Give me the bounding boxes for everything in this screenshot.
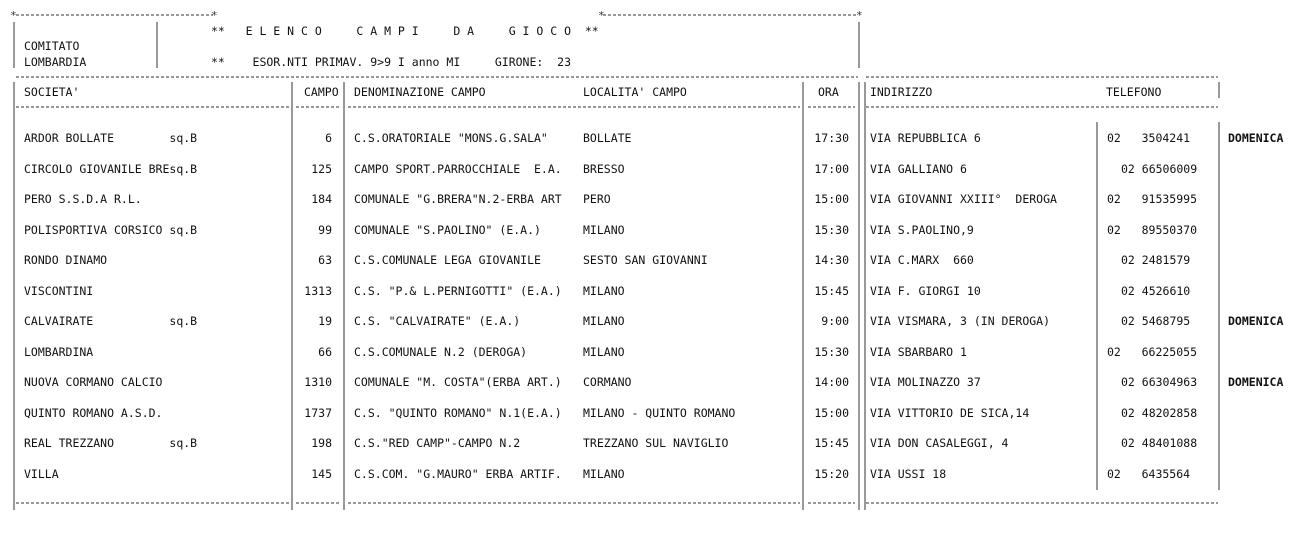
denominazione-cell: COMUNALE "S.PAOLINO" (E.A.) bbox=[354, 223, 541, 237]
societa-cell: PERO S.S.D.A R.L. bbox=[24, 192, 142, 206]
denominazione-cell: CAMPO SPORT.PARROCCHIALE E.A. bbox=[354, 162, 562, 176]
denominazione-cell: C.S. "QUINTO ROMANO" N.1(E.A.) bbox=[354, 406, 562, 420]
denominazione-cell: COMUNALE "G.BRERA"N.2-ERBA ART bbox=[354, 192, 562, 206]
denominazione-cell: C.S. "CALVAIRATE" (E.A.) bbox=[354, 314, 521, 328]
campo-cell: 1737 bbox=[304, 406, 332, 420]
ora-cell: 17:30 bbox=[814, 131, 849, 145]
localita-cell: MILANO bbox=[583, 345, 625, 359]
denominazione-cell: C.S.COMUNALE LEGA GIOVANILE bbox=[354, 253, 541, 267]
campo-cell: 1310 bbox=[304, 375, 332, 389]
indirizzo-cell: VIA S.PAOLINO,9 bbox=[870, 223, 974, 237]
ora-cell: 15:00 bbox=[814, 192, 849, 206]
column-header-societa: SOCIETA' bbox=[24, 85, 80, 99]
societa-cell: LOMBARDINA bbox=[24, 345, 94, 359]
column-header-indirizzo: INDIRIZZO bbox=[870, 85, 933, 99]
societa-cell: RONDO DINAMO bbox=[24, 253, 108, 267]
societa-cell: POLISPORTIVA CORSICO sq.B bbox=[24, 223, 198, 237]
ora-cell: 15:20 bbox=[814, 467, 849, 481]
localita-cell: SESTO SAN GIOVANNI bbox=[583, 253, 708, 267]
telefono-cell: 02 6435564 bbox=[1107, 467, 1191, 481]
category-line: ** ESOR.NTI PRIMAV. 9>9 I anno MI GIRONE: 23 bbox=[211, 55, 572, 69]
localita-cell: MILANO bbox=[583, 223, 625, 237]
campo-cell: 99 bbox=[318, 223, 332, 237]
telefono-cell: 02 48202858 bbox=[1121, 406, 1198, 420]
note-cell: DOMENICA bbox=[1228, 375, 1284, 389]
ora-cell: 14:30 bbox=[814, 253, 849, 267]
societa-cell: ARDOR BOLLATE sq.B bbox=[24, 131, 198, 145]
campo-cell: 1313 bbox=[304, 284, 332, 298]
campo-cell: 19 bbox=[318, 314, 332, 328]
localita-cell: MILANO bbox=[583, 314, 625, 328]
ora-cell: 14:00 bbox=[814, 375, 849, 389]
societa-cell: VILLA bbox=[24, 467, 59, 481]
ora-cell: 15:45 bbox=[814, 284, 849, 298]
indirizzo-cell: VIA USSI 18 bbox=[870, 467, 947, 481]
note-cell: DOMENICA bbox=[1228, 314, 1284, 328]
societa-cell: QUINTO ROMANO A.S.D. bbox=[24, 406, 163, 420]
telefono-cell: 02 66506009 bbox=[1121, 162, 1198, 176]
campo-cell: 125 bbox=[311, 162, 332, 176]
localita-cell: MILANO bbox=[583, 467, 625, 481]
indirizzo-cell: VIA DON CASALEGGI, 4 bbox=[870, 436, 1009, 450]
campo-cell: 66 bbox=[318, 345, 332, 359]
indirizzo-cell: VIA VISMARA, 3 (IN DEROGA) bbox=[870, 314, 1051, 328]
localita-cell: BOLLATE bbox=[583, 131, 632, 145]
localita-cell: TREZZANO SUL NAVIGLIO bbox=[583, 436, 729, 450]
campo-cell: 145 bbox=[311, 467, 332, 481]
indirizzo-cell: VIA MOLINAZZO 37 bbox=[870, 375, 981, 389]
ora-cell: 15:30 bbox=[814, 345, 849, 359]
indirizzo-cell: VIA GIOVANNI XXIII° DEROGA bbox=[870, 192, 1057, 206]
societa-cell: NUOVA CORMANO CALCIO bbox=[24, 375, 163, 389]
telefono-cell: 02 89550370 bbox=[1107, 223, 1198, 237]
ora-cell: 15:30 bbox=[814, 223, 849, 237]
societa-cell: VISCONTINI bbox=[24, 284, 94, 298]
denominazione-cell: C.S.COM. "G.MAURO" ERBA ARTIF. bbox=[354, 467, 562, 481]
telefono-cell: 02 2481579 bbox=[1121, 253, 1191, 267]
svg-text:*: * bbox=[598, 9, 605, 22]
note-cell: DOMENICA bbox=[1228, 131, 1284, 145]
denominazione-cell: C.S."RED CAMP"-CAMPO N.2 bbox=[354, 436, 521, 450]
denominazione-cell: C.S.ORATORIALE "MONS.G.SALA" bbox=[354, 131, 548, 145]
societa-cell: REAL TREZZANO sq.B bbox=[24, 436, 198, 450]
campo-cell: 63 bbox=[318, 253, 332, 267]
indirizzo-cell: VIA F. GIORGI 10 bbox=[870, 284, 981, 298]
telefono-cell: 02 91535995 bbox=[1107, 192, 1198, 206]
svg-text:*: * bbox=[211, 9, 218, 22]
document-title: ** E L E N C O C A M P I D A G I O C O ** bbox=[211, 24, 599, 38]
ora-cell: 17:00 bbox=[814, 162, 849, 176]
column-header-telefono: TELEFONO bbox=[1106, 85, 1162, 99]
indirizzo-cell: VIA C.MARX 660 bbox=[870, 253, 974, 267]
localita-cell: CORMANO bbox=[583, 375, 632, 389]
localita-cell: BRESSO bbox=[583, 162, 625, 176]
localita-cell: PERO bbox=[583, 192, 611, 206]
ora-cell: 15:00 bbox=[814, 406, 849, 420]
localita-cell: MILANO bbox=[583, 284, 625, 298]
ora-cell: 9:00 bbox=[821, 314, 849, 328]
telefono-cell: 02 4526610 bbox=[1121, 284, 1191, 298]
telefono-cell: 02 48401088 bbox=[1121, 436, 1198, 450]
column-header-denominazione: DENOMINAZIONE CAMPO bbox=[354, 85, 486, 99]
societa-cell: CIRCOLO GIOVANILE BREsq.B bbox=[24, 162, 198, 176]
telefono-cell: 02 3504241 bbox=[1107, 131, 1191, 145]
campo-cell: 6 bbox=[325, 131, 332, 145]
telefono-cell: 02 5468795 bbox=[1121, 314, 1191, 328]
denominazione-cell: C.S. "P.& L.PERNIGOTTI" (E.A.) bbox=[354, 284, 562, 298]
indirizzo-cell: VIA VITTORIO DE SICA,14 bbox=[870, 406, 1030, 420]
denominazione-cell: C.S.COMUNALE N.2 (DEROGA) bbox=[354, 345, 528, 359]
region-label: LOMBARDIA bbox=[24, 55, 87, 69]
indirizzo-cell: VIA REPUBBLICA 6 bbox=[870, 131, 981, 145]
column-header-campo: CAMPO bbox=[304, 85, 339, 99]
indirizzo-cell: VIA GALLIANO 6 bbox=[870, 162, 967, 176]
campo-cell: 198 bbox=[311, 436, 332, 450]
societa-cell: CALVAIRATE sq.B bbox=[24, 314, 198, 328]
telefono-cell: 02 66225055 bbox=[1107, 345, 1198, 359]
localita-cell: MILANO - QUINTO ROMANO bbox=[583, 406, 736, 420]
svg-text:*: * bbox=[10, 9, 17, 22]
comitato-label: COMITATO bbox=[24, 39, 80, 53]
indirizzo-cell: VIA SBARBARO 1 bbox=[870, 345, 967, 359]
column-header-ora: ORA bbox=[818, 85, 839, 99]
column-header-localita: LOCALITA' CAMPO bbox=[583, 85, 687, 99]
denominazione-cell: COMUNALE "M. COSTA"(ERBA ART.) bbox=[354, 375, 562, 389]
ora-cell: 15:45 bbox=[814, 436, 849, 450]
svg-text:*: * bbox=[856, 9, 863, 22]
campo-cell: 184 bbox=[311, 192, 332, 206]
telefono-cell: 02 66304963 bbox=[1121, 375, 1198, 389]
